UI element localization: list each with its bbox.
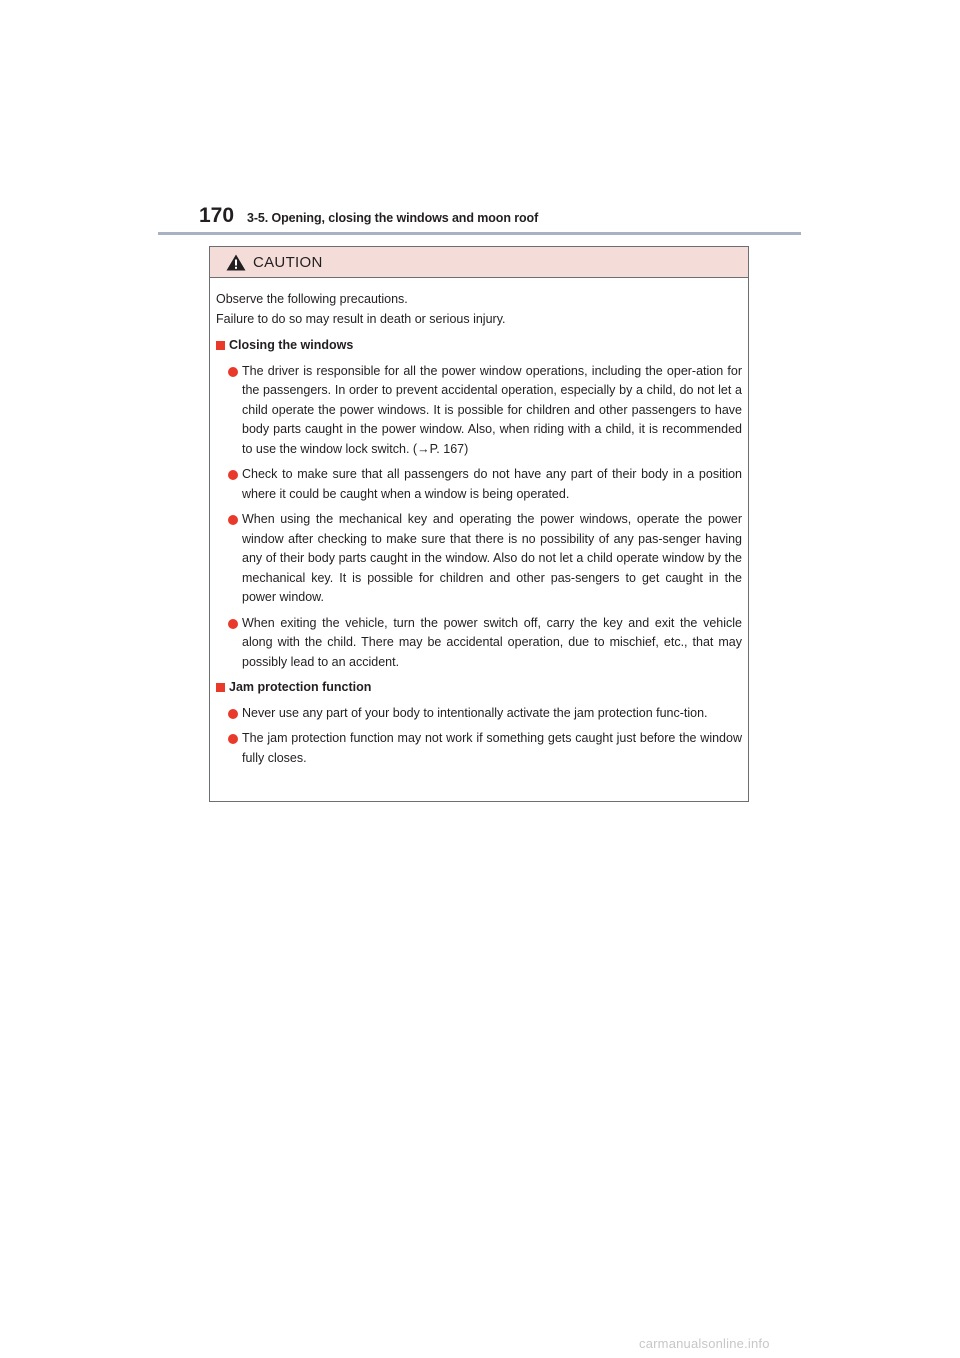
list-item bbox=[228, 729, 742, 768]
caution-title: CAUTION bbox=[253, 254, 323, 271]
subheading-text: Closing the windows bbox=[229, 338, 354, 352]
list-item-text: The jam protection function may not work if something gets caught just before the window fully closes. bbox=[242, 731, 742, 765]
page-header bbox=[199, 202, 801, 234]
list-item bbox=[228, 362, 742, 460]
circle-bullet-icon bbox=[228, 734, 238, 744]
intro-line: Observe the following precautions. bbox=[216, 292, 408, 306]
list-item bbox=[228, 614, 742, 673]
warning-triangle-icon bbox=[226, 254, 246, 271]
subheading bbox=[216, 678, 742, 698]
intro-line: Failure to do so may result in death or serious injury. bbox=[216, 311, 506, 326]
header-divider bbox=[158, 232, 801, 235]
section-title: 3-5. Opening, closing the windows and moon roof bbox=[247, 211, 539, 225]
circle-bullet-icon bbox=[228, 515, 238, 525]
list-item-text: Check to make sure that all passengers do not have any part of their body in a position where it could be caught when a window is being operated. bbox=[242, 467, 742, 501]
watermark: carmanualsonline.info bbox=[639, 1336, 770, 1351]
circle-bullet-icon bbox=[228, 367, 238, 377]
square-bullet-icon bbox=[216, 341, 225, 350]
list-item-text: Never use any part of your body to intentionally activate the jam protection func-tion. bbox=[242, 705, 708, 720]
circle-bullet-icon bbox=[228, 470, 238, 480]
list-item bbox=[228, 465, 742, 504]
circle-bullet-icon bbox=[228, 619, 238, 629]
list-item-text: The driver is responsible for all the power window operations, including the oper-ation for the passengers. In order to prevent accidental operation, especially by a child, do not let a child operate the power windows. It is possible for children and other passengers to have body parts caught in the power window. Also, when riding with a child, it is recommended to use the window lock switch. (→P. 167) bbox=[242, 363, 742, 456]
page-number: 170 bbox=[199, 204, 235, 227]
caution-body bbox=[210, 278, 748, 768]
group-closing-windows bbox=[216, 336, 742, 672]
subheading bbox=[216, 336, 742, 356]
caution-header bbox=[210, 247, 748, 278]
subheading-text: Jam protection function bbox=[229, 680, 372, 694]
group-jam-protection bbox=[216, 678, 742, 768]
square-bullet-icon bbox=[216, 683, 225, 692]
caution-box bbox=[209, 246, 749, 802]
caution-intro bbox=[216, 290, 742, 329]
list-item bbox=[228, 704, 742, 724]
list-item-text: When using the mechanical key and operating the power windows, operate the power window after checking to make sure that there is no possibility of any pas-senger having any of their body parts caught in the window. Also do not let a child operate window by the mechanical key. It is possible for children and other pas-sengers to get caught in the power window. bbox=[242, 512, 742, 604]
circle-bullet-icon bbox=[228, 709, 238, 719]
list-item bbox=[228, 510, 742, 608]
list-item-text: When exiting the vehicle, turn the power switch off, carry the key and exit the vehicle along with the child. There may be accidental operation, due to mischief, etc., that may possibly lead to an accident. bbox=[242, 615, 742, 669]
